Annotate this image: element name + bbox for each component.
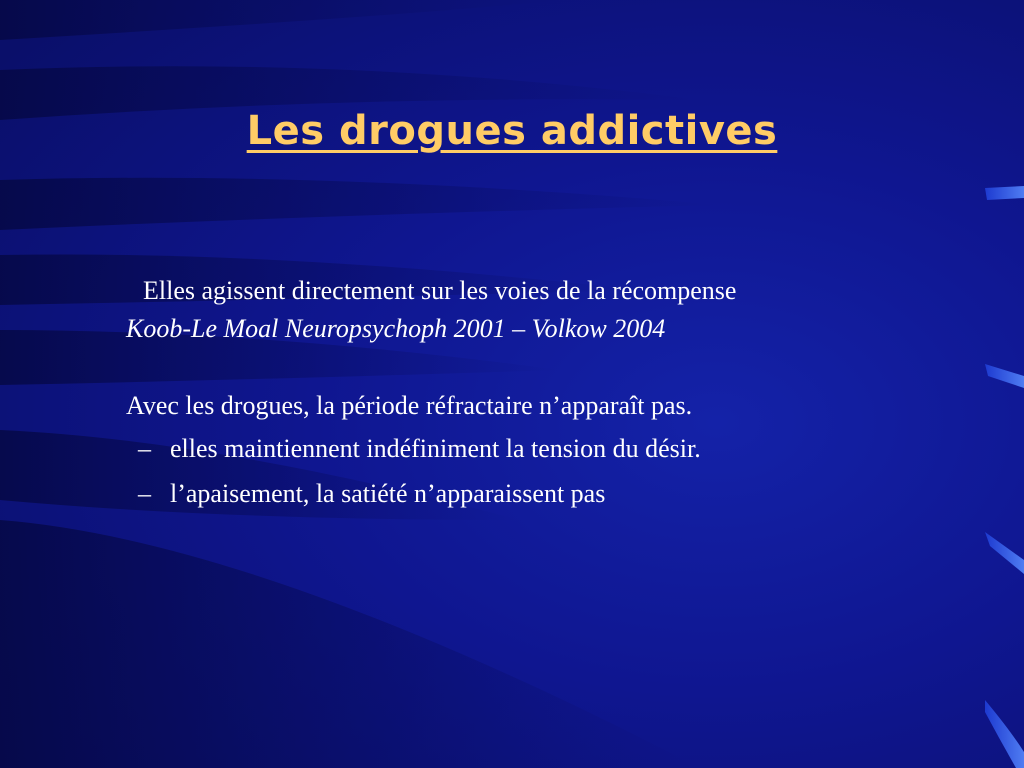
body-line-reward: Elles agissent directement sur les voies de la récompense <box>143 276 737 305</box>
dark-band <box>0 178 720 230</box>
slide-title: Les drogues addictives <box>246 108 778 154</box>
citation-line: Koob-Le Moal Neuropsychoph 2001 – Volkow 2004 <box>126 314 666 343</box>
dark-band <box>0 0 560 40</box>
accent-stripe <box>985 532 1024 574</box>
bullet-marker: – <box>138 434 151 463</box>
accent-stripe <box>985 364 1024 388</box>
bullet-marker: – <box>138 479 151 508</box>
bullet-item: elles maintiennent indéfiniment la tension du désir. <box>170 434 701 463</box>
bullet-item: l’apaisement, la satiété n’apparaissent pas <box>170 479 606 508</box>
body-line-refractory: Avec les drogues, la période réfractaire n’apparaît pas. <box>126 391 693 420</box>
accent-stripe <box>985 186 1024 200</box>
accent-stripe <box>985 700 1024 768</box>
dark-band <box>0 520 700 768</box>
